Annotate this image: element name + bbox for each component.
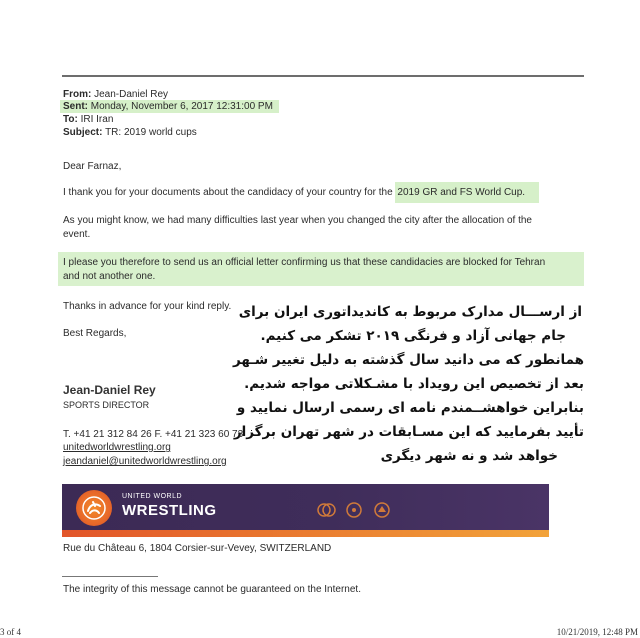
uww-banner [62, 484, 549, 537]
subject-value: TR: 2019 world cups [105, 127, 197, 138]
paragraph-3-line-2: and not another one. [63, 271, 156, 282]
disclaimer: The integrity of this message cannot be guaranteed on the Internet. [63, 584, 361, 595]
paragraph-1-highlight: 2019 GR and FS World Cup. [395, 182, 539, 203]
banner-small-text: UNITED WORLD [122, 493, 183, 500]
signature-title: SPORTS DIRECTOR [63, 400, 150, 410]
to-line [63, 113, 113, 126]
farsi-line-7: خواهد شد و نه شهر دیگری [380, 448, 558, 464]
paragraph-2-line-1: As you might know, we had many difficulties last year when you changed the city after the allocation of the [63, 215, 532, 226]
sent-value: Monday, November 6, 2017 12:31:00 PM [90, 101, 273, 112]
sent-label: Sent: [63, 101, 88, 112]
signature-phone: T. +41 21 312 84 26 F. +41 21 323 60 73 [63, 429, 244, 440]
farsi-line-2: جام جهانی آزاد و فرنگی ۲۰۱۹ تشکر می کنیم. [260, 328, 566, 344]
to-label: To: [63, 114, 78, 125]
subject-line [63, 126, 197, 139]
signature-address: Rue du Château 6, 1804 Corsier-sur-Vevey, SWITZERLAND [63, 543, 332, 554]
email-link[interactable]: jeandaniel@unitedworldwrestling.org [63, 456, 227, 467]
regards-line: Best Regards, [63, 328, 127, 339]
subject-label: Subject: [63, 127, 103, 138]
from-label: From: [63, 89, 92, 100]
farsi-line-3: همانطور که می دانید سال گذشته به دلیل تغییر شـهر [232, 352, 584, 368]
website-link[interactable]: unitedworldwrestling.org [63, 442, 171, 453]
wrestler-logo-icon [76, 490, 112, 526]
from-value: Jean-Daniel Rey [94, 89, 169, 100]
header-divider [62, 75, 584, 77]
paragraph-2-line-2: event. [63, 229, 91, 240]
discipline-rings-icon [314, 500, 394, 520]
banner-big-text: WRESTLING [122, 502, 217, 519]
farsi-line-4: بعد از تخصیص این رویداد با مشـکلاتی مواجه شدیم. [244, 376, 584, 392]
farsi-line-1: از ارســـال مدارک مربوط به کاندیداتوری ایران برای [238, 304, 582, 320]
to-value: IRI Iran [80, 114, 114, 125]
farsi-line-6: تأیید بفرمایید که این مسـابقات در شهر تهران برگزار [233, 424, 584, 440]
paragraph-1 [63, 186, 539, 199]
banner-accent-strip [62, 530, 549, 537]
thanks-line: Thanks in advance for your kind reply. [63, 301, 232, 312]
greeting: Dear Farnaz, [63, 161, 122, 172]
page-number: 3 of 4 [0, 627, 21, 637]
paragraph-3-line-1: I please you therefore to send us an official letter confirming us that these candidacies are blocked for Tehran [63, 257, 546, 268]
paragraph-1-text: I thank you for your documents about the candidacy of your country for the [63, 187, 396, 198]
sent-line [60, 100, 279, 113]
signature-name: Jean-Daniel Rey [63, 383, 156, 397]
print-timestamp: 10/21/2019, 12:48 PM [556, 627, 638, 637]
farsi-line-5: بنابراین خواهشــمندم نامه ای رسمی ارسال نمایید و [236, 400, 584, 416]
disclaimer-divider [62, 576, 158, 577]
